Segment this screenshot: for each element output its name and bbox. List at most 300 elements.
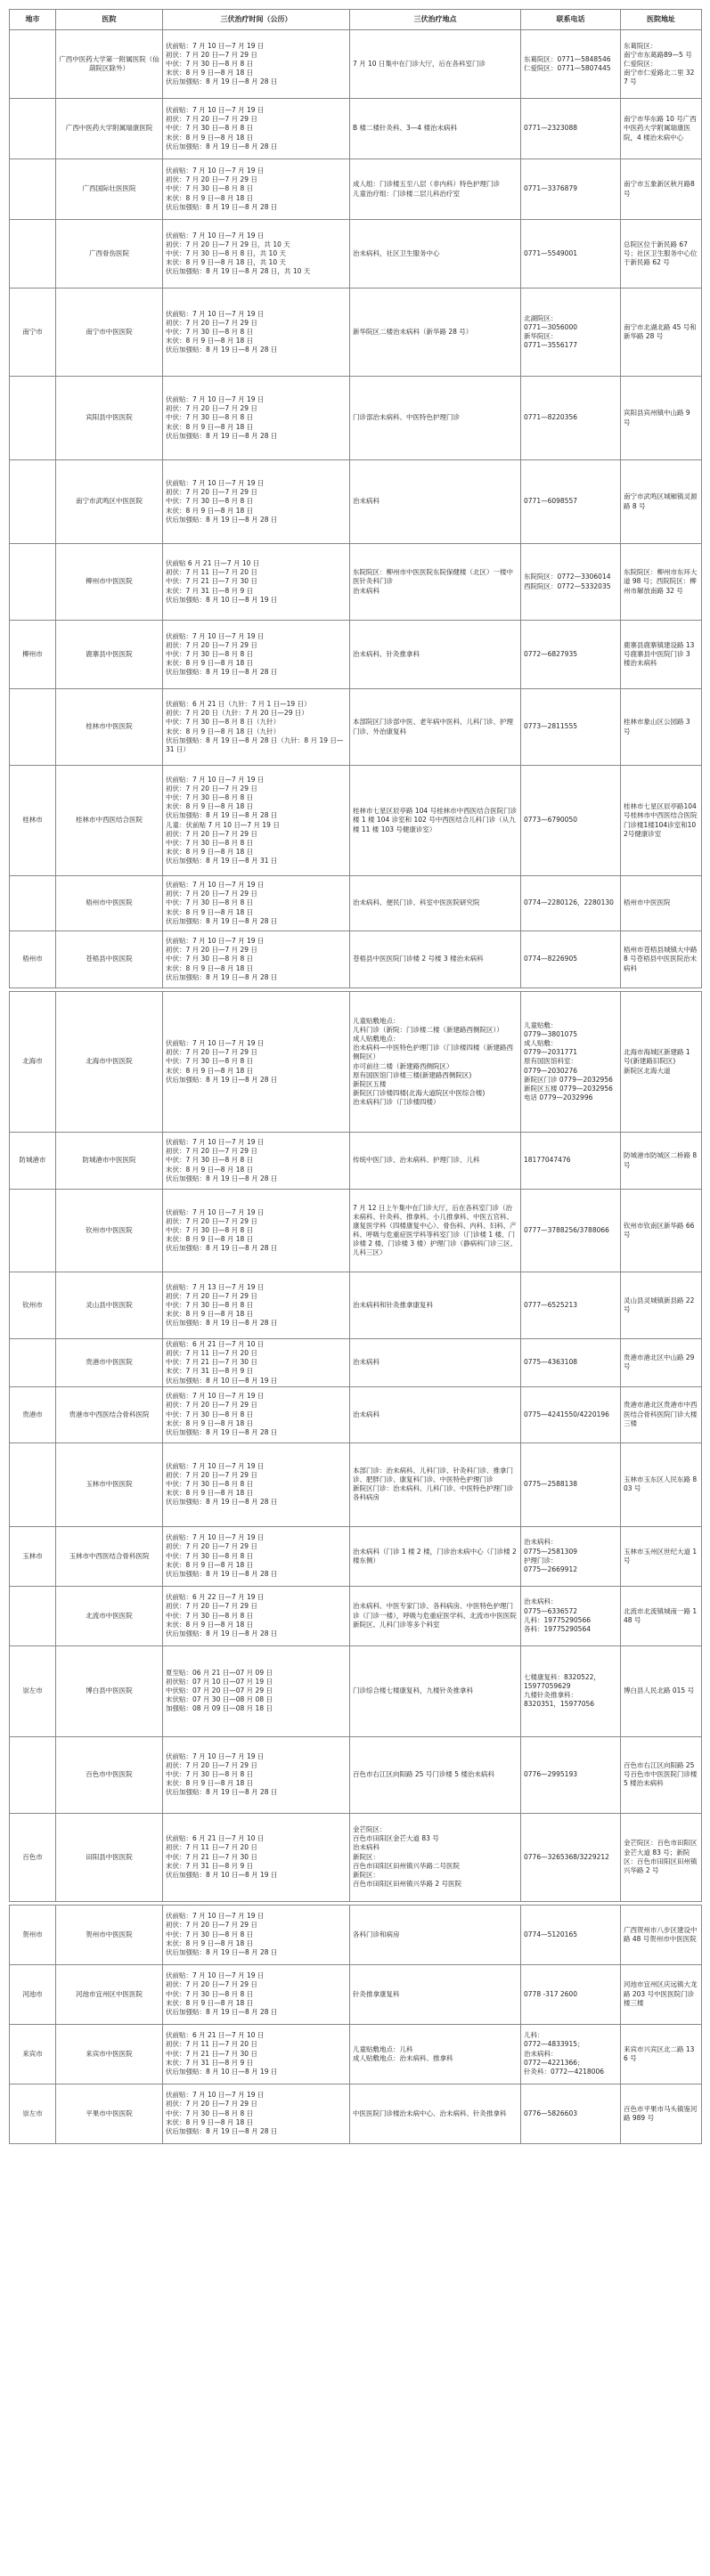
treatment-time-line: 初伏：7 月 20 日—7 月 29 日 [166, 1147, 257, 1156]
treatment-location-cell [350, 288, 521, 377]
treatment-location-cell [350, 766, 521, 876]
phone-line: 七楼康复科：8320522， [524, 1672, 600, 1681]
treatment-time-line: 伏后加强贴：8 月 19 日—8 月 28 日 [166, 1498, 278, 1507]
phone-cell [521, 1442, 621, 1526]
address-line: 东葛院区： [624, 41, 657, 50]
treatment-time-line: 伏前贴：7 月 10 日—7 月 19 日 [166, 231, 265, 240]
hospital-name: 贵港市中医医院 [56, 1339, 163, 1387]
hospital-name: 河池市宜州区中医医院 [56, 1964, 163, 2024]
table-row [10, 1272, 702, 1339]
treatment-location-cell [350, 1526, 521, 1586]
address-cell [621, 1646, 702, 1736]
treatment-time-line: 末伏：8 月 9 日—8 月 18 日 [166, 133, 254, 142]
table-body [10, 30, 702, 2144]
table-row [10, 876, 702, 931]
treatment-time-line: 末伏：8 月 9 日—8 月 18 日 [166, 193, 254, 202]
address-line: 玉林市玉东区人民东路 803 号 [624, 1475, 698, 1493]
treatment-time-cell [163, 544, 350, 621]
treatment-location-line: 治未病科（门诊 1 楼 2 楼，门诊治未病中心（门诊楼 2 楼东侧） [353, 1547, 517, 1564]
treatment-location-line: 东院院区：柳州市中医医院东院保健楼（北区）一楼中医针灸科门诊 [353, 568, 513, 586]
city-cell: 玉林市 [10, 1526, 56, 1586]
treatment-time-cell [163, 1964, 350, 2024]
phone-cell [521, 377, 621, 460]
table-row [10, 1133, 702, 1190]
treatment-location-cell [350, 1646, 521, 1736]
phone-line: 18177047476 [524, 1156, 571, 1165]
treatment-location-line: 本部门诊：治未病科、儿科门诊、针灸科门诊、推拿门诊、肥胖门诊、康复科门诊、中医特色护理门诊 [353, 1466, 513, 1483]
treatment-location-line: 苍梧县中医医院门诊楼 2 号楼 3 楼治未病科 [353, 955, 484, 963]
address-cell [621, 876, 702, 931]
treatment-time-line: 中伏：7 月 30 日—8 月 8 日 [166, 1225, 254, 1234]
address-line: 桂林市象山区公园路 3 号 [624, 718, 690, 735]
address-cell [621, 1526, 702, 1586]
treatment-time-line: 中伏：7 月 30 日—8 月 8 日 [166, 1770, 254, 1779]
hospital-name: 北流市中医医院 [56, 1586, 163, 1646]
phone-line: 西院院区：0772—5332035 [524, 581, 611, 590]
treatment-time-line: 伏前贴：7 月 10 日—7 月 19 日 [166, 106, 265, 115]
treatment-time-line: 末伏：8 月 9 日—8 月 18 日 [166, 1418, 254, 1427]
table-row [10, 931, 702, 988]
treatment-time-line: 伏后加强贴：8 月 19 日—8 月 28 日 [166, 1569, 278, 1578]
hospital-name: 来宾市中医医院 [56, 2024, 163, 2084]
treatment-time-cell [163, 1190, 350, 1272]
phone-line: 儿科： [524, 2031, 544, 2040]
hospital-name: 苍梧县中医医院 [56, 931, 163, 988]
hospital-name: 广西中医药大学附属瑞康医院 [56, 99, 163, 159]
phone-cell [521, 30, 621, 99]
treatment-time-line: 初伏：7 月 20 日（九针：7 月 20 日—29 日） [166, 709, 308, 718]
phone-line: 0775—4241550/4220196 [524, 1410, 609, 1418]
phone-line: 原有国医馆科室： [524, 1057, 577, 1066]
phone-line: 针灸科：0772—4218006 [524, 2067, 604, 2076]
city-cell [10, 30, 56, 99]
phone-line: 0774—8226905 [524, 955, 577, 963]
table-row [10, 159, 702, 220]
table-row [10, 1442, 702, 1526]
treatment-time-line: 夏至贴：06 月 21 日—07 月 09 日 [166, 1668, 273, 1677]
treatment-time-line: 伏后加强贴：8 月 19 日—8 月 28 日 [166, 2007, 278, 2016]
treatment-time-line: 初伏：7 月 20 日—7 月 29 日 [166, 50, 257, 59]
treatment-time-line: 伏前贴：7 月 10 日—7 月 19 日 [166, 1039, 265, 1048]
phone-cell [521, 288, 621, 377]
treatment-location-line: 针灸推拿康复科 [353, 1989, 400, 1998]
address-cell [621, 99, 702, 159]
phone-cell [521, 99, 621, 159]
phone-line: 成人贴敷： [524, 1039, 558, 1048]
treatment-time-line: 中伏：7 月 21 日—7 月 30 日 [166, 1852, 257, 1861]
phone-line: 0779—3801075 [524, 1030, 577, 1039]
address-line: 百色市右江区向阳路 25 号百色市中医医院门诊楼 5 楼治未病科 [624, 1760, 698, 1788]
address-line: 博白县人民北路 015 号 [624, 1686, 695, 1695]
treatment-time-line: 儿童：伏前贴 7 月 10 日—7 月 19 日 [166, 820, 280, 829]
city-cell: 钦州市 [10, 1272, 56, 1339]
address-cell [621, 1386, 702, 1442]
hospital-name: 玉林市中西医结合骨科医院 [56, 1526, 163, 1586]
table-row [10, 99, 702, 159]
treatment-time-line: 伏后加强贴：8 月 19 日—8 月 28 日 [166, 1075, 278, 1084]
treatment-time-line: 伏前贴：6 月 21 日—7 月 10 日 [166, 1340, 265, 1348]
treatment-time-cell [163, 288, 350, 377]
header-hospital: 医院 [56, 10, 163, 30]
hospital-name: 防城港市中医医院 [56, 1133, 163, 1190]
city-cell [10, 99, 56, 159]
phone-line: 0775—2588138 [524, 1480, 577, 1489]
phone-cell [521, 1339, 621, 1387]
table-row [10, 1646, 702, 1736]
treatment-time-line: 伏前贴：7 月 10 日—7 月 19 日 [166, 1912, 265, 1921]
treatment-location-line: 传统中医门诊、治未病科、护理门诊、儿科 [353, 1156, 480, 1165]
address-cell [621, 992, 702, 1133]
treatment-location-cell [350, 2024, 521, 2084]
phone-cell [521, 1386, 621, 1442]
table-row [10, 220, 702, 288]
treatment-time-line: 初伏：7 月 11 日—7 月 20 日 [166, 1349, 257, 1358]
treatment-time-line: 中伏：7 月 30 日—8 月 8 日 [166, 1930, 254, 1938]
address-cell [621, 1586, 702, 1646]
table-row [10, 1964, 702, 2024]
treatment-time-line: 末伏：8 月 9 日—8 月 18 日 [166, 1938, 254, 1947]
phone-line: 0776—5826603 [524, 2109, 577, 2117]
table-row [10, 1526, 702, 1586]
address-line: 南宁市北湖北路 45 号和新华路 28 号 [624, 322, 697, 340]
header-treatment-time: 三伏治疗时间（公历） [163, 10, 350, 30]
treatment-location-line: 新院区： [353, 1852, 379, 1861]
table-row [10, 621, 702, 689]
treatment-time-line: 初伏：7 月 20 日—7 月 29 日 [166, 784, 257, 792]
treatment-time-cell [163, 992, 350, 1133]
city-cell [10, 460, 56, 544]
treatment-location-cell [350, 1964, 521, 2024]
treatment-time-line: 伏后加强贴：8 月 19 日—8 月 28 日 [166, 972, 278, 981]
address-line: 金芒院区：百色市田阳区金芒大道 83 号；新院区：百色市田阳区田州镇兴华路 2 号 [624, 1839, 698, 1874]
address-line: 东院院区：柳州市东环大道 98 号；西院院区：柳州市解放南路 32 号 [624, 568, 698, 595]
city-cell [10, 1442, 56, 1526]
treatment-time-line: 伏前贴：7 月 10 日—7 月 19 日 [166, 631, 265, 640]
treatment-time-cell [163, 1646, 350, 1736]
treatment-time-line: 伏前贴：7 月 13 日—7 月 19 日 [166, 1282, 265, 1291]
treatment-location-line: 本部院区门诊部中医、老年病中医科、儿科门诊、护理门诊、外治康复科 [353, 718, 513, 735]
treatment-location-cell [350, 992, 521, 1133]
hospital-name: 平果市中医医院 [56, 2084, 163, 2143]
treatment-time-line: 中伏：7 月 30 日—8 月 8 日 [166, 413, 254, 422]
phone-line: 0771—3056000 [524, 322, 577, 331]
treatment-time-cell [163, 1526, 350, 1586]
address-line: 新院区北海大道 [624, 1066, 671, 1075]
treatment-location-line: 治未病科、针灸推拿科 [353, 649, 420, 658]
treatment-location-line: 各科门诊和病房 [353, 1930, 400, 1938]
phone-line: 0771—5549001 [524, 248, 577, 257]
treatment-time-line: 伏后加强贴：8 月 19 日—8 月 28 日 [166, 142, 278, 150]
phone-line: 0771—3556177 [524, 341, 577, 350]
treatment-time-line: 初伏：7 月 20 日—7 月 29 日 [166, 640, 257, 649]
city-cell: 桂林市 [10, 766, 56, 876]
city-cell [10, 876, 56, 931]
treatment-location-line: 儿童贴敷地点：儿科 [353, 2044, 413, 2053]
treatment-time-cell [163, 1736, 350, 1813]
phone-line: 0773—6790050 [524, 816, 577, 825]
treatment-time-cell [163, 876, 350, 931]
city-cell: 崇左市 [10, 1646, 56, 1736]
treatment-location-cell [350, 544, 521, 621]
phone-line: 0772—4833915； [524, 2040, 584, 2049]
treatment-location-line: 治未病科，社区卫生服务中心 [353, 248, 440, 257]
three-fu-schedule-table [9, 9, 702, 2144]
phone-line: 各科：19775290564 [524, 1624, 591, 1633]
treatment-time-line: 中伏：7 月 30 日—8 月 8 日 [166, 497, 254, 506]
treatment-time-line: 伏前贴：7 月 10 日—7 月 19 日 [166, 1138, 265, 1147]
phone-line: 0775—6336572 [524, 1606, 577, 1615]
treatment-time-line: 末伏：7 月 31 日—8 月 9 日 [166, 1861, 254, 1870]
phone-line: 治未病科： [524, 2049, 558, 2058]
address-line: 宾阳县宾州镇中山路 9 号 [624, 409, 690, 427]
treatment-time-line: 末伏：7 月 31 日—8 月 9 日 [166, 586, 254, 595]
phone-line: 15977059629 [524, 1682, 571, 1690]
phone-cell [521, 1272, 621, 1339]
phone-cell [521, 876, 621, 931]
treatment-time-line: 末伏：8 月 9 日—8 月 18 日 [166, 2117, 254, 2126]
address-line: 广西贺州市八步区建设中路 48 号贺州市中医医院 [624, 1925, 698, 1943]
address-cell [621, 766, 702, 876]
treatment-time-line: 中伏：7 月 30 日—8 月 8 日 [166, 184, 254, 193]
treatment-time-line: 伏前贴：7 月 10 日—7 月 19 日 [166, 167, 265, 175]
treatment-time-cell [163, 2024, 350, 2084]
treatment-time-line: 加强贴：08 月 09 日—08 月 18 日 [166, 1704, 273, 1713]
treatment-location-line: 儿科门诊（新院：门诊楼二楼（新建路西侧院区）） [353, 1026, 503, 1034]
treatment-location-line: 成人组：门诊楼五至八层（非内科）特色护理门诊 [353, 180, 500, 189]
address-line: 南宁市五象新区秋月路8号 [624, 180, 695, 198]
treatment-location-line: 百色市田阳区田州镇兴华路二号医院 [353, 1861, 460, 1870]
treatment-location-cell [350, 159, 521, 220]
treatment-time-cell [163, 1386, 350, 1442]
address-cell [621, 1813, 702, 1901]
table-row [10, 1190, 702, 1272]
treatment-location-cell [350, 1586, 521, 1646]
treatment-time-line: 伏前贴：7 月 10 日—7 月 19 日 [166, 937, 265, 946]
address-line: 河池市宜州区庆远镇大龙路 203 号中医医院门诊楼三楼 [624, 1980, 698, 2007]
treatment-time-line: 初伏：7 月 20 日—7 月 29 日 [166, 1542, 257, 1551]
hospital-name: 博白县中医医院 [56, 1646, 163, 1736]
treatment-location-line: 治未病科 [353, 1843, 379, 1852]
treatment-location-line: 新院区门诊楼四楼(北海大道院区中医综合楼) [353, 1088, 486, 1097]
city-cell: 贺州市 [10, 1905, 56, 1964]
treatment-time-line: 中伏贴：07 月 20 日—07 月 29 日 [166, 1686, 273, 1695]
phone-line: 0773—2811555 [524, 722, 577, 731]
treatment-time-line: 伏前贴：6 月 21 日—7 月 10 日 [166, 1834, 265, 1843]
table-row [10, 2084, 702, 2143]
treatment-time-line: 伏前贴：7 月 10 日—7 月 19 日 [166, 1533, 265, 1542]
city-cell: 贵港市 [10, 1386, 56, 1442]
address-line: 南宁市仁爱路北二里 327 号 [624, 69, 695, 86]
table-row [10, 1586, 702, 1646]
treatment-location-line: 治未病科—中医特色护理门诊（门诊楼四楼（新建路西侧院区） [353, 1044, 513, 1061]
treatment-location-cell [350, 1813, 521, 1901]
table-row [10, 1339, 702, 1387]
city-cell: 百色市 [10, 1813, 56, 1901]
treatment-time-line: 伏后加强贴：8 月 19 日—8 月 28 日 [166, 1629, 278, 1637]
address-line: 梧州市苍梧县城镇大中路 8 号苍梧县中医医院治未病科 [624, 946, 698, 972]
treatment-time-line: 伏后加强贴：8 月 19 日—8 月 28 日 [166, 1427, 278, 1436]
phone-line: 0777—6525213 [524, 1300, 577, 1309]
address-cell [621, 1964, 702, 2024]
treatment-time-line: 初伏：7 月 20 日—7 月 29 日 [166, 404, 257, 413]
hospital-name: 宾阳县中医医院 [56, 377, 163, 460]
treatment-location-line: 各科病房 [353, 1493, 379, 1502]
phone-line: 东院院区：0772—3306014 [524, 573, 611, 581]
treatment-time-line: 伏前贴：6 月 21 日—7 月 10 日 [166, 2031, 265, 2040]
treatment-time-line: 中伏：7 月 30 日—8 月 8 日 [166, 793, 254, 802]
treatment-time-line: 初伏：7 月 20 日—7 月 29 日 [166, 890, 257, 898]
treatment-time-line: 中伏：7 月 30 日—8 月 8 日 [166, 898, 254, 907]
treatment-time-line: 初伏：7 月 20 日—7 月 29 日 [166, 1401, 257, 1410]
treatment-time-cell [163, 1133, 350, 1190]
treatment-time-line: 初伏：7 月 20 日—7 月 29 日 [166, 1470, 257, 1479]
treatment-time-line: 伏后加强贴：8 月 19 日—8 月 28 日（九针：8 月 19 日—31 日） [166, 735, 344, 753]
treatment-time-line: 末伏：8 月 9 日—8 月 18 日 [166, 506, 254, 515]
address-line: 来宾市兴宾区北二路 136 号 [624, 2044, 695, 2062]
address-cell [621, 377, 702, 460]
treatment-time-cell [163, 689, 350, 766]
phone-line: 北湖院区： [524, 313, 558, 322]
phone-line: 0779—2030276 [524, 1066, 577, 1075]
treatment-time-line: 末伏：8 月 9 日—8 月 18 日 [166, 847, 254, 856]
table-row [10, 544, 702, 621]
treatment-location-cell [350, 460, 521, 544]
treatment-location-line: 新院区门诊：治未病科、儿科门诊、中医特色护理门诊 [353, 1484, 513, 1493]
table-row [10, 377, 702, 460]
treatment-location-line: 门诊综合楼七楼康复科，九楼针灸推拿科 [353, 1686, 473, 1695]
treatment-time-line: 伏前贴：6 月 21 日（九针：7 月 1 日—19 日） [166, 700, 311, 709]
address-line: 仁爱院区： [624, 59, 657, 68]
phone-cell [521, 621, 621, 689]
treatment-location-cell [350, 876, 521, 931]
city-cell: 梧州市 [10, 931, 56, 988]
table-row [10, 766, 702, 876]
address-line: 钦州市钦南区新华路 66 号 [624, 1221, 695, 1239]
address-cell [621, 460, 702, 544]
address-cell [621, 2024, 702, 2084]
treatment-time-line: 伏后加强贴：8 月 19 日—8 月 28 日 [166, 668, 278, 677]
treatment-time-line: 伏后加强贴：8 月 19 日—8 月 28 日 [166, 202, 278, 211]
treatment-location-cell [350, 1442, 521, 1526]
treatment-time-cell [163, 30, 350, 99]
hospital-name: 钦州市中医医院 [56, 1190, 163, 1272]
treatment-time-line: 中伏：7 月 30 日—8 月 8 日 [166, 327, 254, 336]
treatment-location-cell [350, 1133, 521, 1190]
hospital-name: 鹿寨县中医医院 [56, 621, 163, 689]
treatment-location-line: 金芒院区： [353, 1825, 387, 1834]
phone-line: 8320351，15977056 [524, 1700, 595, 1709]
treatment-time-line: 末伏：8 月 9 日—8 月 18 日 [166, 1620, 254, 1629]
treatment-time-line: 伏前贴：7 月 10 日—7 月 19 日 [166, 1971, 265, 1980]
treatment-location-line: 治未病科门诊（门诊楼四楼） [353, 1098, 440, 1106]
treatment-time-line: 伏后加强贴：8 月 19 日—8 月 28 日，共 10 天 [166, 267, 311, 276]
hospital-name: 柳州市中医医院 [56, 544, 163, 621]
treatment-time-line: 伏前贴：6 月 22 日—7 月 19 日 [166, 1593, 265, 1602]
phone-line: 0776—3265368/3229212 [524, 1852, 609, 1861]
header-treatment-location: 三伏治疗地点 [350, 10, 521, 30]
treatment-time-line: 伏后加强贴：8 月 19 日—8 月 28 日 [166, 916, 278, 925]
hospital-name: 广西中医药大学第一附属医院（仙葫院区除外） [56, 30, 163, 99]
treatment-time-line: 中伏：7 月 21 日—7 月 30 日 [166, 1358, 257, 1367]
address-line: 贵港市港北区贵港市中西医结合骨科医院门诊大楼三楼 [624, 1401, 698, 1427]
address-cell [621, 1133, 702, 1190]
hospital-name: 贺州市中医医院 [56, 1905, 163, 1964]
treatment-time-line: 末伏：8 月 9 日—8 月 18 日 [166, 337, 254, 345]
treatment-time-line: 中伏：7 月 30 日—8 月 8 日（九针） [166, 718, 281, 727]
treatment-location-line: 儿童治疗组：门诊楼二层儿科治疗室 [353, 189, 460, 198]
phone-cell [521, 1646, 621, 1736]
treatment-time-cell [163, 159, 350, 220]
treatment-time-cell [163, 766, 350, 876]
treatment-location-cell [350, 99, 521, 159]
phone-line: 0775—4363108 [524, 1358, 577, 1367]
hospital-name: 北海市中医医院 [56, 992, 163, 1133]
phone-cell [521, 766, 621, 876]
treatment-time-line: 中伏：7 月 30 日—8 月 8 日 [166, 1156, 254, 1165]
table-row [10, 1813, 702, 1901]
treatment-time-line: 初伏：7 月 20 日—7 月 29 日 [166, 2100, 257, 2109]
treatment-time-line: 中伏：7 月 30 日—8 月 8 日 [166, 838, 254, 847]
treatment-time-line: 初伏：7 月 11 日—7 月 20 日 [166, 1843, 257, 1852]
treatment-location-cell [350, 1905, 521, 1964]
treatment-time-line: 伏后加强贴：8 月 19 日—8 月 28 日 [166, 1244, 278, 1253]
treatment-time-line: 中伏：7 月 30 日—8 月 8 日 [166, 1410, 254, 1418]
treatment-time-line: 初伏：7 月 11 日—7 月 20 日 [166, 2040, 257, 2049]
address-cell [621, 931, 702, 988]
treatment-time-line: 初伏：7 月 20 日—7 月 29 日 [166, 946, 257, 955]
treatment-location-line: 成人贴敷地点：治未病科、推拿科 [353, 2053, 453, 2062]
treatment-location-cell [350, 931, 521, 988]
phone-cell [521, 2084, 621, 2143]
treatment-time-line: 末伏：8 月 9 日—8 月 18 日 [166, 802, 254, 811]
hospital-name: 广西骨伤医院 [56, 220, 163, 288]
treatment-location-cell [350, 2084, 521, 2143]
treatment-time-cell [163, 1905, 350, 1964]
phone-line: 九楼针灸推拿科： [524, 1691, 577, 1700]
treatment-location-cell [350, 1736, 521, 1813]
phone-line: 新院区门诊 0779—2032956 [524, 1075, 613, 1084]
phone-line: 0771—2323088 [524, 124, 577, 133]
treatment-time-line: 末伏：8 月 9 日—8 月 18 日 [166, 1066, 254, 1075]
treatment-time-cell [163, 1586, 350, 1646]
treatment-location-line: 新院区： [353, 1870, 379, 1879]
treatment-location-line: 治未病科、中医专家门诊、各科病房、中医特色护理门诊（门诊一楼），呼吸与危重症医学科、北流市中医医院新院区、儿科门诊等多个科室 [353, 1602, 517, 1629]
treatment-time-line: 末伏：8 月 9 日—8 月 18 日 [166, 1235, 254, 1244]
phone-cell [521, 460, 621, 544]
treatment-time-cell [163, 621, 350, 689]
treatment-time-cell [163, 1339, 350, 1387]
phone-line: 0771—6098557 [524, 497, 577, 506]
treatment-location-line: 治未病科 [353, 497, 379, 506]
phone-cell [521, 1586, 621, 1646]
treatment-location-cell [350, 1272, 521, 1339]
treatment-time-line: 末伏：8 月 9 日—8 月 18 日 [166, 1779, 254, 1788]
address-cell [621, 544, 702, 621]
address-cell [621, 1442, 702, 1526]
address-line: 总院区位于新民路 67 号；社区卫生服务中心位于新民路 62 号 [624, 240, 698, 267]
hospital-name: 广西国际壮医医院 [56, 159, 163, 220]
phone-cell [521, 1813, 621, 1901]
treatment-location-cell [350, 689, 521, 766]
address-line: 防城港市防城区二桥路 8 号 [624, 1151, 698, 1169]
phone-line: 新院区五楼 0779—2032956 [524, 1084, 613, 1093]
header-phone: 联系电话 [521, 10, 621, 30]
address-cell [621, 288, 702, 377]
treatment-time-line: 初伏：7 月 20 日—7 月 29 日 [166, 1216, 257, 1225]
address-cell [621, 1736, 702, 1813]
hospital-name: 梧州市中医医院 [56, 876, 163, 931]
treatment-time-line: 末伏：8 月 9 日—8 月 18 日 [166, 659, 254, 668]
